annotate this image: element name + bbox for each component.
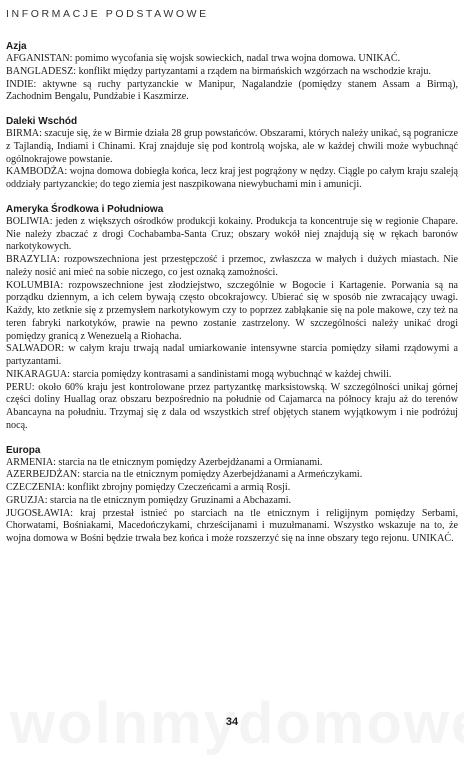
page-number: 34 bbox=[225, 716, 239, 728]
entry-birma: BIRMA: szacuje się, że w Birmie działa 28 grup powstańców. Obszarami, których należy unikać, są pogranicze z Tajlandią, Indiami i Chinami. Kraj znajduje się pod kontrolą wojska, ale w każdej chwili może wybuchnąć ogólnokrajowe powstanie. bbox=[6, 128, 459, 165]
entry-afganistan: AFGANISTAN: pomimo wycofania się wojsk sowieckich, nadal trwa wojna domowa. UNIKAĆ. bbox=[6, 53, 401, 64]
entry-salwador: SALWADOR: w całym kraju trwają nadal umiarkowanie intensywne starcia pomiędzy siłami rządowymi a partyzantami. bbox=[6, 343, 458, 367]
entry-kambodza: KAMBODŻA: wojna domowa dobiegła końca, lecz kraj jest pogrążony w nędzy. Ciągle po całym kraju szaleją oddziały partyzanckie; do tego ziemia jest naszpikowana niewybuchami min i amunicji. bbox=[6, 166, 458, 190]
entry-czeczenia: CZECZENIA: konflikt zbrojny pomiędzy Czeczeńcami a armią Rosji. bbox=[6, 482, 291, 493]
page-content bbox=[6, 40, 458, 546]
entry-azerbejdzan: AZERBEJDŻAN: starcia na tle etnicznym pomiędzy Azerbejdżanami a Armeńczykami. bbox=[6, 469, 363, 481]
entry-bangladesz: BANGLADESZ: konflikt między partyzantami a rządem na birmańskich wzgórzach na wschodzie kraju. bbox=[6, 65, 431, 77]
entry-peru: PERU: około 60% kraju jest kontrolowane przez partyzantkę marksistowską. W szczególności unikaj górnej części doliny Huallag oraz obszaru bezpośrednio na południe od Cajamarca na północy kraju aż do terenów Abancayna na południu. Trzymaj się z dala od wszystkich stref objętych stanem wyjątkowym i nie podróżuj nocą. bbox=[6, 381, 458, 431]
entry-boliwia: BOLIWIA: jeden z większych ośrodków produkcji kokainy. Produkcja ta koncentruje się w regionie Chapare. Nie należy zbaczać z drogi Cochabamba-Santa Cruz; obszary wokół niej znajdują się w rękach baronów narkotykowych. bbox=[6, 215, 458, 253]
entry-gruzja: GRUZJA: starcia na tle etnicznym pomiędzy Gruzinami a Abchazami. bbox=[6, 494, 292, 506]
entry-brazylia: BRAZYLIA: rozpowszechniona jest przestępczość i przemoc, zwłaszcza w małych i dużych miastach. Nie należy nosić ani mieć na sobie niczego, co jest oznaką zamożności. bbox=[6, 254, 458, 278]
section-title-ameryka: Ameryka Środkowa i Południowa bbox=[6, 203, 164, 215]
section-title-daleki-wschod: Daleki Wschód bbox=[6, 116, 78, 127]
entry-armenia: ARMENIA: starcia na tle etnicznym pomiędzy Azerbejdżanami a Ormianami. bbox=[6, 456, 323, 468]
entry-kolumbia: KOLUMBIA: rozpowszechnione jest złodziejstwo, szczególnie w Bogocie i Kartagenie. Porwania są na porządku dziennym, a ich celem bywają często obcokrajowcy. Ubierać się w sposób nie zwracający uwagi. Każdy, kto zetknie się z przemysłem narkotykowym czy to poprzez zabłąkanie się na pole makowe, czy też na teren fabryki narkotyków, prawie na pewno zostanie zastrzelony. W szczególności należy unikać drogi pomiędzy granicą z Wenezuelą a Riohacha. bbox=[6, 279, 458, 342]
running-header: INFORMACJE PODSTAWOWE bbox=[6, 8, 209, 20]
entry-jugoslawia: JUGOSŁAWIA: kraj przestał istnieć po starciach na tle etnicznym i religijnym pomiędzy Serbami, Chorwatami, Bośniakami, Macedończykami, chrześcijanami i muzułmanami. Wszystko wskazuje na to, że wojna domowa w Bośni będzie trwała bez końca i może rozszerzyć się na inne obszary tego rejonu. UNIKAĆ. bbox=[6, 507, 458, 544]
entry-nikaragua: NIKARAGUA: starcia pomiędzy kontrasami a sandinistami mogą wybuchnąć w każdej chwili. bbox=[6, 368, 392, 380]
section-title-azja: Azja bbox=[6, 41, 27, 52]
entry-indie: INDIE: aktywne są ruchy partyzanckie w Manipur, Nagalandzie (pomiędzy stanem Assam a Birmą), Zachodnim Bengalu, Pundżabie i Kaszmirze. bbox=[6, 78, 458, 103]
section-title-europa: Europa bbox=[6, 444, 41, 456]
